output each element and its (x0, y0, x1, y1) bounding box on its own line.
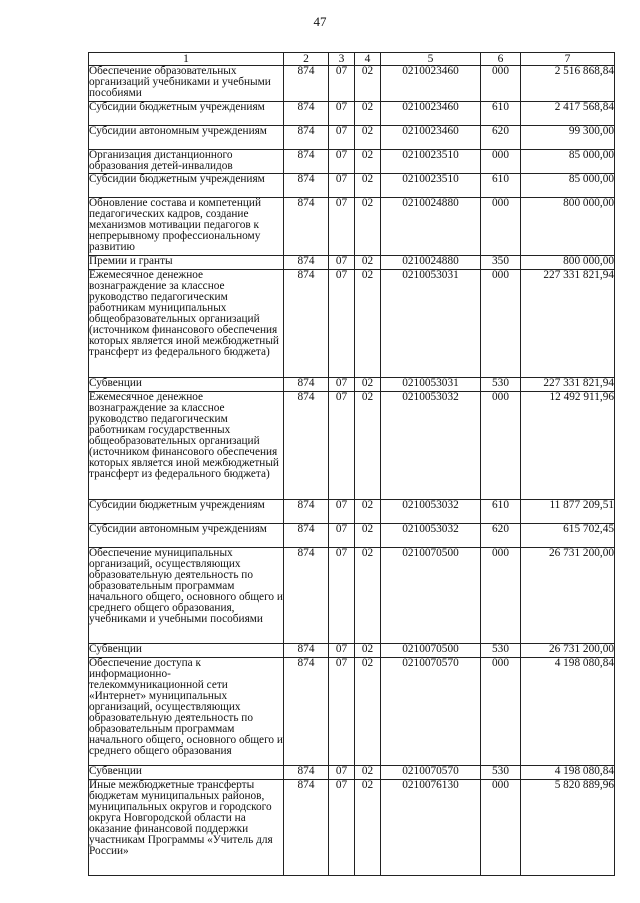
admin-code-cell: 874 (284, 102, 329, 126)
subsection-cell: 02 (355, 270, 381, 378)
admin-code-cell: 874 (284, 378, 329, 392)
table-row (89, 256, 615, 270)
subsection-cell: 02 (355, 500, 381, 524)
amount-cell: 99 300,00 (521, 126, 615, 150)
expense-type-cell: 530 (481, 644, 521, 658)
subsection-cell: 02 (355, 198, 381, 256)
section-cell: 07 (329, 392, 355, 500)
subsection-cell: 02 (355, 644, 381, 658)
amount-cell: 800 000,00 (521, 198, 615, 256)
subsection-cell: 02 (355, 658, 381, 766)
expense-type-cell: 000 (481, 780, 521, 876)
subsection-cell: 02 (355, 378, 381, 392)
target-article-cell: 0210024880 (381, 256, 481, 270)
target-article-cell: 0210070500 (381, 548, 481, 644)
expense-type-cell: 620 (481, 126, 521, 150)
amount-cell: 227 331 821,94 (521, 270, 615, 378)
subsection-cell: 02 (355, 126, 381, 150)
column-header: 4 (355, 53, 381, 66)
admin-code-cell: 874 (284, 198, 329, 256)
table-row (89, 66, 615, 102)
admin-code-cell: 874 (284, 150, 329, 174)
table-row (89, 198, 615, 256)
row-name-cell: Обновление состава и компетенций педагогических кадров, создание механизмов мотивации педагогов к непрерывному профессиональному развитию (89, 198, 284, 256)
table-row (89, 644, 615, 658)
target-article-cell: 0210023460 (381, 102, 481, 126)
admin-code-cell: 874 (284, 270, 329, 378)
section-cell: 07 (329, 66, 355, 102)
amount-cell: 12 492 911,96 (521, 392, 615, 500)
target-article-cell: 0210053032 (381, 524, 481, 548)
amount-cell: 26 731 200,00 (521, 548, 615, 644)
section-cell: 07 (329, 270, 355, 378)
target-article-cell: 0210023460 (381, 126, 481, 150)
table-row (89, 126, 615, 150)
subsection-cell: 02 (355, 548, 381, 644)
section-cell: 07 (329, 150, 355, 174)
table-row (89, 548, 615, 644)
section-cell: 07 (329, 256, 355, 270)
section-cell: 07 (329, 780, 355, 876)
target-article-cell: 0210024880 (381, 198, 481, 256)
amount-cell: 26 731 200,00 (521, 644, 615, 658)
expense-type-cell: 620 (481, 524, 521, 548)
column-header: 7 (521, 53, 615, 66)
header-row (89, 53, 615, 66)
subsection-cell: 02 (355, 256, 381, 270)
table-row (89, 392, 615, 500)
table-row (89, 658, 615, 766)
section-cell: 07 (329, 500, 355, 524)
subsection-cell: 02 (355, 766, 381, 780)
expense-type-cell: 000 (481, 658, 521, 766)
row-name-cell: Субвенции (89, 766, 284, 780)
row-name-cell: Премии и гранты (89, 256, 284, 270)
table-row (89, 780, 615, 876)
admin-code-cell: 874 (284, 644, 329, 658)
table-row (89, 766, 615, 780)
section-cell: 07 (329, 644, 355, 658)
expense-type-cell: 000 (481, 198, 521, 256)
row-name-cell: Организация дистанционного образования детей-инвалидов (89, 150, 284, 174)
expense-type-cell: 000 (481, 392, 521, 500)
section-cell: 07 (329, 174, 355, 198)
amount-cell: 227 331 821,94 (521, 378, 615, 392)
target-article-cell: 0210053032 (381, 392, 481, 500)
section-cell: 07 (329, 658, 355, 766)
amount-cell: 11 877 209,51 (521, 500, 615, 524)
amount-cell: 5 820 889,96 (521, 780, 615, 876)
section-cell: 07 (329, 378, 355, 392)
admin-code-cell: 874 (284, 658, 329, 766)
row-name-cell: Субсидии бюджетным учреждениям (89, 102, 284, 126)
row-name-cell: Иные межбюджетные трансферты бюджетам муниципальных районов, муниципальных округов и городского округа Новгородской области на оказание финансовой поддержки участникам Программы «Учитель для России» (89, 780, 284, 876)
subsection-cell: 02 (355, 150, 381, 174)
admin-code-cell: 874 (284, 174, 329, 198)
row-name-cell: Субвенции (89, 644, 284, 658)
target-article-cell: 0210053032 (381, 500, 481, 524)
amount-cell: 2 417 568,84 (521, 102, 615, 126)
target-article-cell: 0210023510 (381, 150, 481, 174)
row-name-cell: Субсидии автономным учреждениям (89, 524, 284, 548)
target-article-cell: 0210070500 (381, 644, 481, 658)
table-row (89, 378, 615, 392)
column-header: 3 (329, 53, 355, 66)
amount-cell: 4 198 080,84 (521, 658, 615, 766)
row-name-cell: Ежемесячное денежное вознаграждение за классное руководство педагогическим работникам муниципальных общеобразовательных организаций (источником финансового обеспечения которых является иной межбюджетный трансферт из федерального бюджета) (89, 270, 284, 378)
amount-cell: 85 000,00 (521, 174, 615, 198)
expense-type-cell: 000 (481, 66, 521, 102)
expense-type-cell: 000 (481, 270, 521, 378)
row-name-cell: Ежемесячное денежное вознаграждение за классное руководство педагогическим работникам государственных общеобразовательных организаций (источником финансового обеспечения которых является иной межбюджетный трансферт из федерального бюджета) (89, 392, 284, 500)
admin-code-cell: 874 (284, 256, 329, 270)
expense-type-cell: 000 (481, 548, 521, 644)
target-article-cell: 0210070570 (381, 766, 481, 780)
column-header: 6 (481, 53, 521, 66)
admin-code-cell: 874 (284, 766, 329, 780)
admin-code-cell: 874 (284, 392, 329, 500)
row-name-cell: Субсидии бюджетным учреждениям (89, 500, 284, 524)
page-number: 47 (313, 14, 327, 29)
table-row (89, 524, 615, 548)
expense-type-cell: 610 (481, 174, 521, 198)
target-article-cell: 0210076130 (381, 780, 481, 876)
column-header: 1 (89, 53, 284, 66)
section-cell: 07 (329, 102, 355, 126)
section-cell: 07 (329, 548, 355, 644)
target-article-cell: 0210053031 (381, 378, 481, 392)
admin-code-cell: 874 (284, 66, 329, 102)
section-cell: 07 (329, 126, 355, 150)
subsection-cell: 02 (355, 780, 381, 876)
row-name-cell: Субвенции (89, 378, 284, 392)
expense-type-cell: 530 (481, 766, 521, 780)
expense-type-cell: 610 (481, 102, 521, 126)
target-article-cell: 0210053031 (381, 270, 481, 378)
budget-table (88, 52, 615, 876)
admin-code-cell: 874 (284, 500, 329, 524)
admin-code-cell: 874 (284, 548, 329, 644)
table-row (89, 150, 615, 174)
subsection-cell: 02 (355, 392, 381, 500)
admin-code-cell: 874 (284, 780, 329, 876)
target-article-cell: 0210070570 (381, 658, 481, 766)
column-header: 2 (284, 53, 329, 66)
table-row (89, 500, 615, 524)
amount-cell: 800 000,00 (521, 256, 615, 270)
section-cell: 07 (329, 766, 355, 780)
subsection-cell: 02 (355, 524, 381, 548)
subsection-cell: 02 (355, 102, 381, 126)
table-row (89, 102, 615, 126)
admin-code-cell: 874 (284, 126, 329, 150)
row-name-cell: Обеспечение образовательных организаций учебниками и учебными пособиями (89, 66, 284, 102)
expense-type-cell: 000 (481, 150, 521, 174)
amount-cell: 4 198 080,84 (521, 766, 615, 780)
expense-type-cell: 350 (481, 256, 521, 270)
column-header: 5 (381, 53, 481, 66)
amount-cell: 2 516 868,84 (521, 66, 615, 102)
subsection-cell: 02 (355, 174, 381, 198)
target-article-cell: 0210023460 (381, 66, 481, 102)
subsection-cell: 02 (355, 66, 381, 102)
row-name-cell: Субсидии бюджетным учреждениям (89, 174, 284, 198)
target-article-cell: 0210023510 (381, 174, 481, 198)
section-cell: 07 (329, 524, 355, 548)
table-row (89, 270, 615, 378)
expense-type-cell: 610 (481, 500, 521, 524)
table-row (89, 174, 615, 198)
row-name-cell: Обеспечение доступа к информационно-телекоммуникационной сети «Интернет» муниципальных организаций, осуществляющих образовательную деятельность по образовательным программам начального общего, основного общего и среднего общего образования (89, 658, 284, 766)
row-name-cell: Обеспечение муниципальных организаций, осуществляющих образовательную деятельность по образовательным программам начального общего, основного общего и среднего общего образования, учебниками и учебными пособиями (89, 548, 284, 644)
admin-code-cell: 874 (284, 524, 329, 548)
section-cell: 07 (329, 198, 355, 256)
amount-cell: 85 000,00 (521, 150, 615, 174)
expense-type-cell: 530 (481, 378, 521, 392)
amount-cell: 615 702,45 (521, 524, 615, 548)
row-name-cell: Субсидии автономным учреждениям (89, 126, 284, 150)
